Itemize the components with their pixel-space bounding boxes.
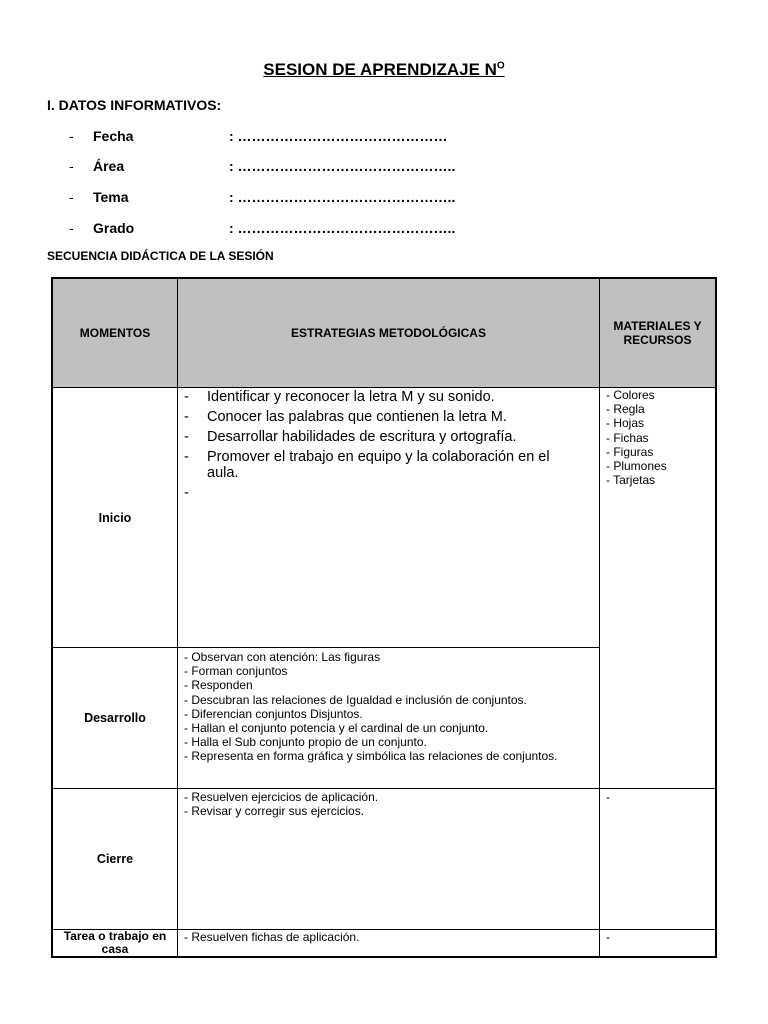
list-item: - Observan con atención: Las figuras <box>184 650 381 664</box>
info-dash: - <box>69 128 74 144</box>
moment-tarea: Tarea o trabajo en casa <box>63 929 167 956</box>
section-heading-secuencia: SECUENCIA DIDÁCTICA DE LA SESIÓN <box>47 249 274 263</box>
list-item: - Resuelven ejercicios de aplicación. <box>184 790 379 804</box>
list-item <box>184 449 584 481</box>
list-item: - <box>606 790 610 804</box>
bullet-dash: - <box>184 409 189 425</box>
info-value-fecha: : ……………………………………… <box>229 128 448 144</box>
cierre-materials-list <box>606 790 610 804</box>
info-label-grado: Grado <box>93 220 135 236</box>
info-value-grado: : ……………………………………….. <box>229 220 456 236</box>
header-materiales: MATERIALES Y RECURSOS <box>613 319 702 347</box>
tarea-materials-list <box>606 930 610 944</box>
bullet-dash: - <box>184 389 189 405</box>
list-item: - Responden <box>184 678 253 693</box>
info-dash: - <box>69 158 74 174</box>
desarrollo-strategies-list <box>184 650 558 764</box>
bullet-dash: - <box>184 449 189 465</box>
list-item: - Halla el Sub conjunto propio de un conjunto. <box>184 735 427 750</box>
document-title <box>0 60 768 80</box>
list-item: - Representa en forma gráfica y simbólica las relaciones de conjuntos. <box>184 749 558 764</box>
list-item: - Figuras <box>606 444 654 459</box>
list-item-text: Conocer las palabras que contienen la letra M. <box>207 409 507 425</box>
list-item: - Hallan el conjunto potencia y el cardinal de un conjunto. <box>184 721 489 736</box>
list-item-text: Desarrollar habilidades de escritura y ortografía. <box>207 429 517 445</box>
header-momentos: MOMENTOS <box>79 326 151 340</box>
tarea-strategies-list <box>184 930 359 944</box>
inicio-strategies-list <box>184 389 584 501</box>
list-item-text: Identificar y reconocer la letra M y su sonido. <box>207 389 495 405</box>
info-label-tema: Tema <box>93 189 129 205</box>
section-heading-datos: I. DATOS INFORMATIVOS: <box>47 97 222 113</box>
list-item <box>184 389 584 405</box>
session-table <box>51 277 717 958</box>
list-item: - Forman conjuntos <box>184 664 288 679</box>
list-item <box>184 429 584 445</box>
list-item <box>184 409 584 425</box>
info-value-area: : ……………………………………….. <box>229 158 456 174</box>
list-item: - Colores <box>606 388 655 402</box>
list-item: - Revisar y corregir sus ejercicios. <box>184 804 365 819</box>
title-text: SESION DE APRENDIZAJE N <box>263 60 497 79</box>
info-dash: - <box>69 189 74 205</box>
info-value-tema: : ……………………………………….. <box>229 189 456 205</box>
moment-cierre: Cierre <box>96 852 134 866</box>
bullet-dash: - <box>184 429 189 445</box>
list-item: - Tarjetas <box>606 473 656 488</box>
bullet-dash: - <box>184 485 189 501</box>
list-item: - Resuelven fichas de aplicación. <box>184 930 360 944</box>
list-item: - Hojas <box>606 416 645 431</box>
list-item: - Diferencian conjuntos Disjuntos. <box>184 706 363 721</box>
info-label-area: Área <box>93 158 125 174</box>
list-item: - <box>606 930 610 944</box>
list-item: - Plumones <box>606 459 667 474</box>
inicio-materials-list <box>606 388 667 487</box>
list-item: - Regla <box>606 402 645 417</box>
moment-inicio: Inicio <box>98 510 132 525</box>
list-item-text: Promover el trabajo en equipo y la colaboración en el aula. <box>207 449 550 481</box>
list-item: - Descubran las relaciones de Igualdad e inclusión de conjuntos. <box>184 692 527 707</box>
title-superscript: O <box>496 60 505 72</box>
list-item: - Fichas <box>606 430 649 445</box>
header-estrategias: ESTRATEGIAS METODOLÓGICAS <box>291 326 486 340</box>
info-label-fecha: Fecha <box>93 128 134 144</box>
moment-desarrollo: Desarrollo <box>84 711 146 725</box>
info-dash: - <box>69 220 74 236</box>
cierre-strategies-list <box>184 790 378 818</box>
